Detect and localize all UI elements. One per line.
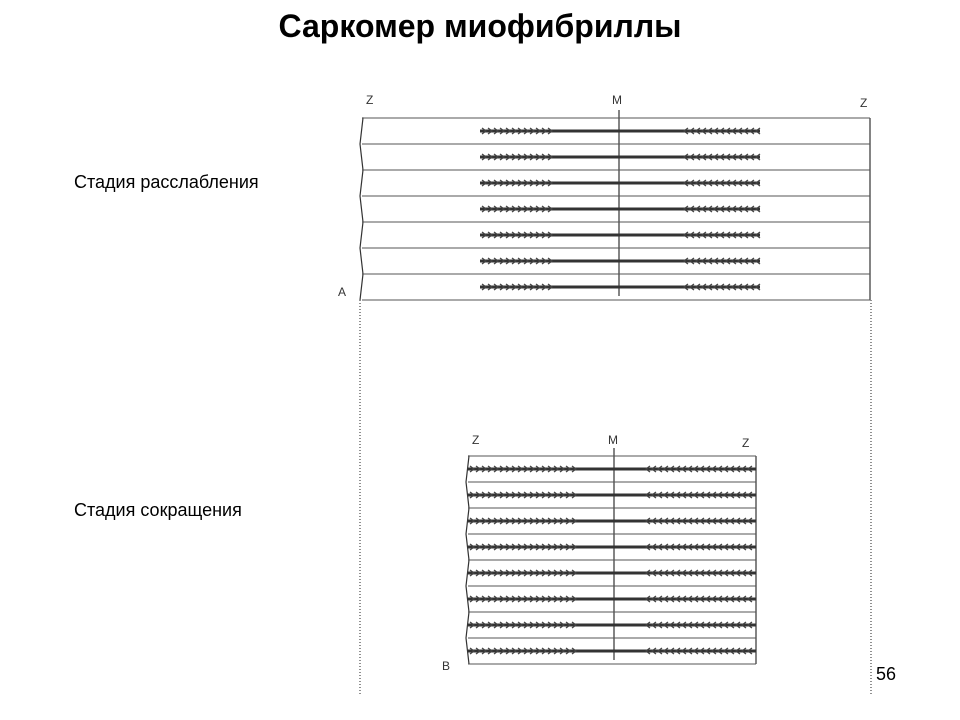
slide-title: Саркомер миофибриллы	[278, 8, 682, 44]
contracted-m-label: M	[608, 433, 618, 447]
relaxed-panel-letter: A	[338, 285, 347, 299]
relaxed-m-label: M	[612, 93, 622, 107]
relaxed-z-line-left	[360, 118, 363, 300]
contracted-z-left-label: Z	[472, 433, 480, 447]
page-number: 56	[876, 664, 897, 684]
relaxed-z-right-label: Z	[860, 96, 868, 110]
contracted-z-right-label: Z	[742, 436, 750, 450]
z-line-guides	[360, 300, 871, 696]
contracted-panel-letter: B	[442, 659, 451, 673]
caption-contracted: Стадия сокращения	[74, 500, 242, 520]
contracted-sarcomere	[442, 433, 756, 673]
relaxed-z-left-label: Z	[366, 93, 374, 107]
relaxed-sarcomere	[338, 93, 870, 300]
caption-relaxed: Стадия расслабления	[74, 172, 259, 192]
